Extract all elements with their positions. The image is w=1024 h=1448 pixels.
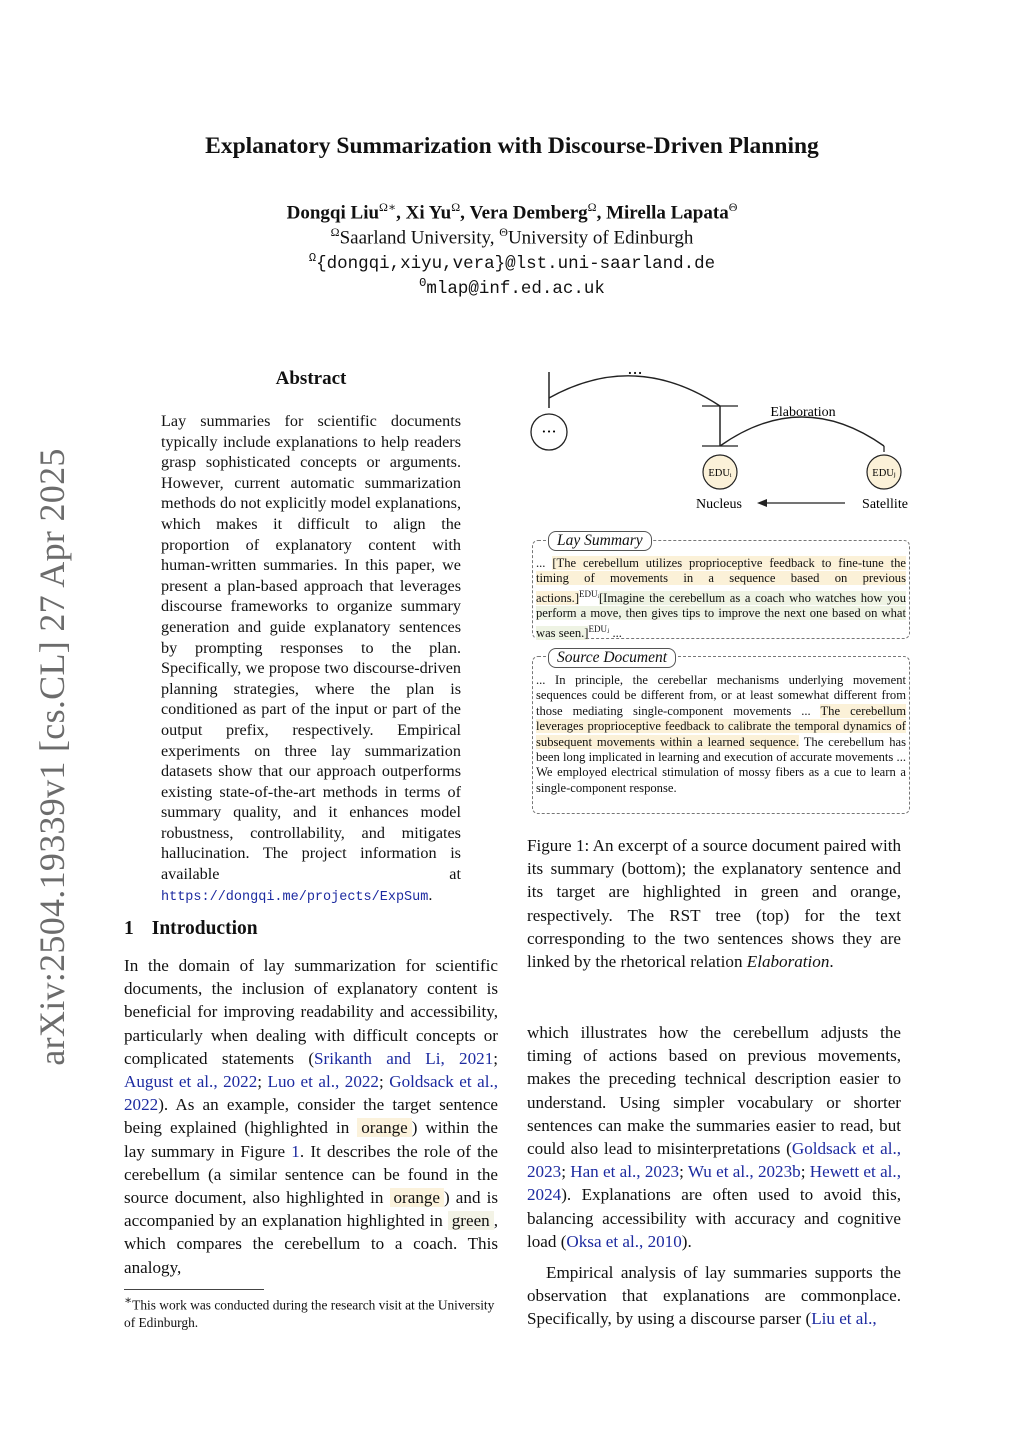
footnote-text: This work was conducted during the research visit at the University of Edinburgh. [124,1297,495,1330]
right-paragraph-1 [527,1021,901,1253]
text-run: ). [681,1231,692,1251]
text-run: ... In principle, the cerebellar mechanisms underlying movement sequences could be different from, or at least somewhat different from those mediating single-component movements ... [536,673,906,718]
author-sup: Ω [587,200,597,214]
figure-ref-link[interactable]: 1 [291,1141,300,1161]
affiliations [0,225,1024,249]
elaboration-arc [720,417,884,446]
intro-paragraph-1 [124,954,498,1279]
figure-1-caption [527,834,901,973]
aff-sup: Θ [499,225,508,239]
caption-emphasis: Elaboration [746,952,830,972]
citation-link[interactable]: Srikanth and Li, 2021 [314,1048,494,1068]
author-name: Mirella Lapata [606,202,729,224]
text-run: The cerebellum has been long implicated in learning and execution of accurate movements ... We employed electrical stimulation of mossy fibers as a cue to learn a single-component response. [536,734,906,795]
affiliation-saarland: Saarland University, [339,227,500,249]
text-run: ). As an example, consider the target sentence being explained (highlighted in [124,1095,498,1138]
author-sup: Θ [728,200,738,214]
footnote-mark: ∗ [124,1293,133,1307]
text-run: ) and is accompanied by an explanation highlighted in [124,1188,498,1231]
footnote-rule [124,1289,264,1290]
text-run: ; [378,1072,390,1092]
highlight-orange: The cerebellum leverages proprioceptive feedback to calibrate the temporal dynamics of subsequent movements within a learned sequence. [536,703,907,749]
relation-label: Elaboration [770,405,836,420]
text-run: , which compares the cerebellum to a coach. This analogy, [124,1211,498,1277]
highlight-orange: orange [390,1188,445,1207]
email-sup: Θ [419,276,427,290]
citation-link[interactable]: Hewett et al., 2024 [527,1162,901,1205]
citation-link[interactable]: Luo et al., 2022 [267,1072,379,1092]
left-node-label: ··· [541,422,557,441]
section-heading-introduction [124,918,258,940]
email-sup: Ω [308,251,317,265]
footnote [124,1292,498,1331]
text-run: which illustrates how the cerebellum adjusts the timing of actions based on previous movements, makes the preceding technical description easier to understand. Using simpler vocabulary or shorter sentences can make the summaries easier to read, but could also lead to misinterpretations ( [527,1023,901,1159]
author-name: Dongqi Liu [286,202,380,224]
author-sup: Ω [451,200,461,214]
top-ellipsis: ... [627,359,643,378]
citation-link[interactable]: Goldsack et al., 2023 [527,1139,901,1182]
abstract-heading: Abstract [275,368,347,389]
text-run: In the domain of lay summarization for scientific documents, the inclusion of explanatory content is beneficial for improving readability and accessibility, particularly when dealing with difficult concepts or complicated statements ( [124,956,498,1068]
lay-summary-text [536,556,906,641]
text-run: Figure 1: An excerpt of a source document paired with its summary (bottom); the explanatory sentence and its target are highlighted in green and orange, respectively. The RST tree (top) for the text corresponding to the two sentences shows they are linked by the rhetorical relation [527,836,901,972]
citation-link[interactable]: Han et al., 2023 [570,1162,680,1182]
section-title: Introduction [151,918,258,939]
email-saarland[interactable]: {dongqi,xiyu,vera}@lst.uni-saarland.de [316,253,716,274]
edu-i-sup: EDUᵢ [579,588,599,599]
abstract-end: . [428,885,433,904]
email-edinburgh[interactable]: mlap@inf.ed.ac.uk [426,278,605,299]
citation-link[interactable]: Oksa et al., 2010 [566,1231,682,1251]
citation-link[interactable]: Goldsack et al., 2022 [124,1072,498,1115]
satellite-label: Satellite [862,497,908,512]
text-run: ... [536,556,553,570]
nucleus-label: Nucleus [696,497,742,512]
section-number: 1 [124,918,134,939]
source-document-label: Source Document [548,648,676,668]
text-run: ... [609,626,622,640]
text-run: Empirical analysis of lay summaries supports the observation that explanations are commonplace. Specifically, by using a discourse parser ( [527,1263,901,1329]
abstract-body [161,411,461,908]
highlight-orange: [The cerebellum utilizes proprioceptive feedback to fine-tune the timing of movements in a sequence based on previous actions.] [536,556,907,605]
lay-summary-label: Lay Summary [548,531,652,551]
edu-i-label: EDUᵢ [708,468,732,479]
project-url-link[interactable]: https://dongqi.me/projects/ExpSum [161,889,429,905]
email-line-2 [0,276,1024,299]
text-run: ) within the lay summary in Figure [124,1118,499,1161]
text-run: ; [679,1162,688,1182]
highlight-orange: orange [357,1118,412,1137]
source-document-text [536,673,906,796]
text-run: ). Explanations are often used to avoid this, balancing accessibility with accuracy and cognitive load ( [527,1185,901,1251]
arrow-head [757,499,767,507]
text-run: . It describes the role of the cerebellum (a similar sentence can be found in the source document, also highlighted in [124,1141,498,1208]
edu-j-label: EDUⱼ [872,468,896,479]
text-run: ; [257,1072,268,1092]
affiliation-edinburgh: University of Edinburgh [507,227,694,249]
author-name: Xi Yu [405,202,452,224]
paper-title: Explanatory Summarization with Discourse-Driven Planning [205,133,819,159]
text-run: ; [493,1048,498,1068]
abstract-text: Lay summaries for scientific documents typically include explanations to help readers grasp sophisticated concepts or arguments. However, current automatic summarization methods do not explicitly model explanations, which makes it difficult to align the proportion of explanatory content with human-written summaries. In this paper, we present a plan-based approach that leverages discourse frameworks to organize summary generation and guide explanatory sentences by prompting responses to the plan. Specifically, we propose two discourse-driven planning strategies, where the plan is conditioned as part of the input or part of the output prefix, respectively. Empirical experiments on three lay summarization datasets show that our approach outperforms existing state-of-the-art methods in terms of summary quality, and it enhances model robustness, controllability, and mitigates hallucination. The project information is available at [161,412,461,884]
text-run: ; [800,1162,810,1182]
edu-j-sup: EDUⱼ [588,623,610,634]
author-sup: Ω∗ [379,200,397,214]
email-line-1 [0,251,1024,274]
author-name: Vera Demberg [469,202,588,224]
tree-arc-top [549,376,720,406]
arxiv-sidebar-id: arXiv:2504.19339v1 [cs.CL] 27 Apr 2025 [32,448,72,1066]
highlight-green: [Imagine the cerebellum as a coach who watches how you perform a move, then gives tips to improve the next one based on what was seen.] [536,591,906,640]
aff-sup: Ω [330,225,340,239]
text-run: ; [561,1162,571,1182]
rst-tree-diagram [527,358,917,518]
author-list: Dongqi Liu$^{\Omega∗}$, Xi $Yu^\Omega$, Vera Demberg$^\Omega$, Mirella Lapata$^\Theta$ [286,200,738,224]
highlight-green: green [448,1211,494,1230]
right-paragraph-2 [527,1261,901,1331]
citation-link[interactable]: August et al., 2022 [124,1072,258,1092]
citation-link[interactable]: Wu et al., 2023b [687,1162,801,1182]
text-run: . [829,952,834,972]
citation-link[interactable]: Liu et al., [811,1309,877,1329]
